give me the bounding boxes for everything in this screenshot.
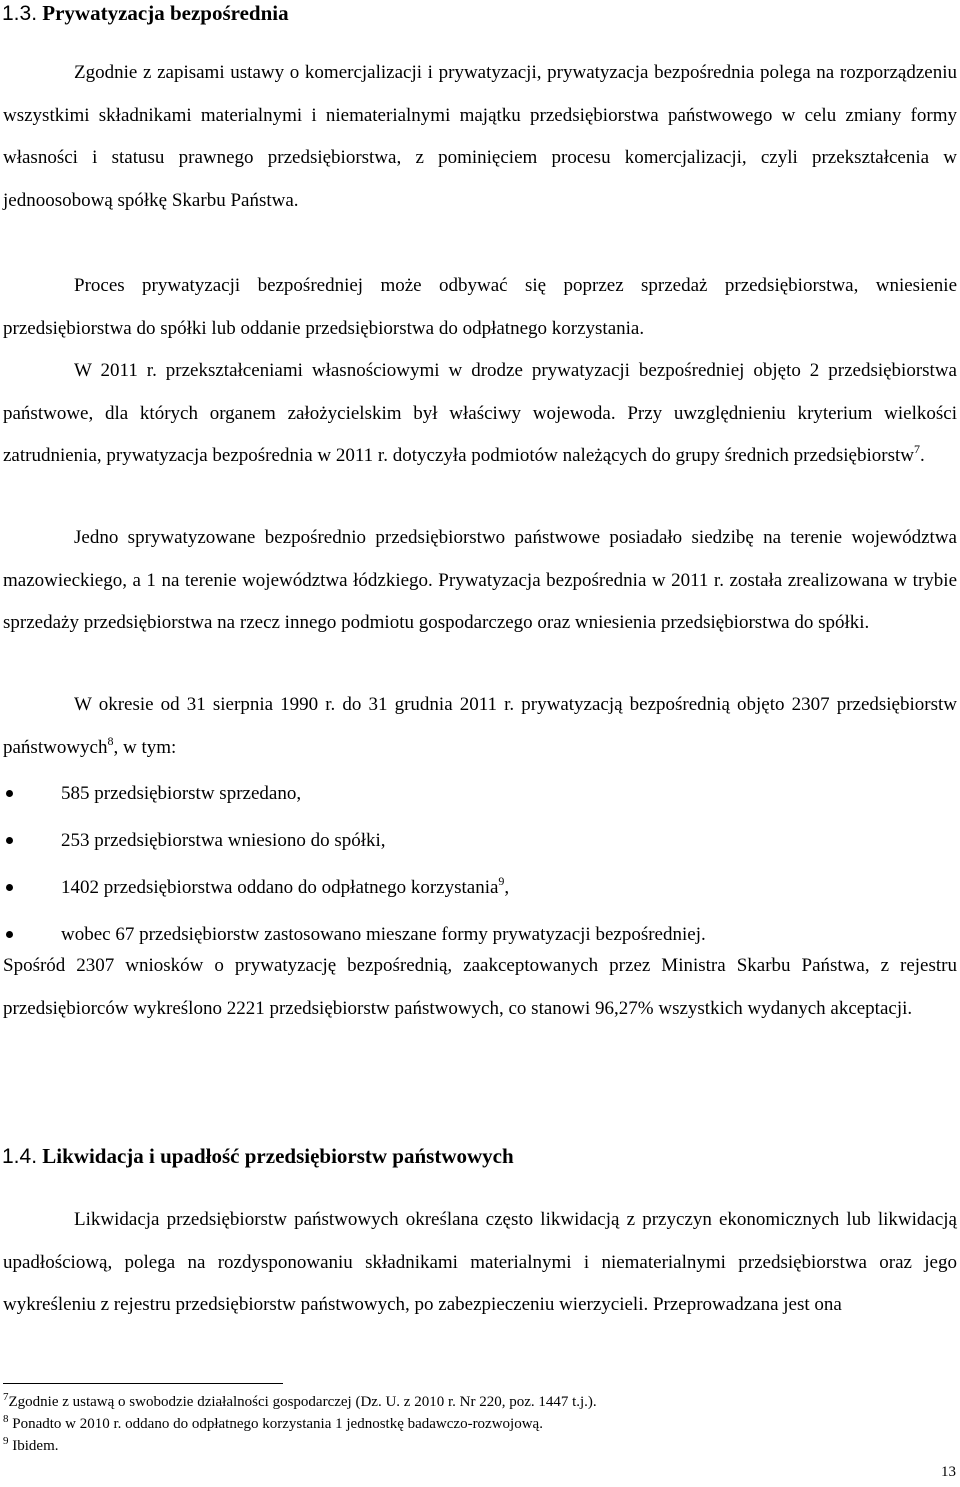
paragraph-applications: Spośród 2307 wniosków o prywatyzację bezpośrednią, zaakceptowanych przez Ministra Skarbu Państwa, z rejestru przedsiębiorców wykreślono 2221 przedsiębiorstw państwowych, co stanowi 96,27% wszystkich wydanych akceptacji. (3, 955, 957, 1019)
footnote-ref-9[interactable]: 9 (498, 874, 505, 888)
bullet-icon (6, 884, 13, 891)
footnote-9: $^9$ Ibidem. (3, 1435, 59, 1454)
footnote-7: $^7$Zgodnie z ustawą o swobodzie działalności gospodarczej (Dz. U. z 2010 r. Nr 220, poz. 1447 t.j.). (3, 1391, 597, 1410)
paragraph-2011-transformations: W 2011 r. przekształceniami własnościowymi w drodze prywatyzacji bezpośredniej objęto 2 przedsiębiorstwa państwowe, dla których organem założycielskim był właściwy wojewoda. Przy uwzględnieniu kryterium wielkości zatrudnienia, prywatyzacja bezpośrednia w 2011 r. dotyczyła podmiotów należących do grupy średnich przedsiębiorstw$^7$. (3, 360, 957, 466)
paragraph-period-summary: W okresie od 31 sierpnia 1990 r. do 31 grudnia 2011 r. prywatyzacją bezpośrednią objęto 2307 przedsiębiorstw państwowych$^8$, w tym: (3, 694, 957, 758)
list-item: wobec 67 przedsiębiorstw zastosowano mieszane formy prywatyzacji bezpośredniej. (0, 911, 957, 958)
bullet-icon (6, 837, 13, 844)
list-item: 1402 przedsiębiorstwa oddano do odpłatnego korzystania$^9$, (0, 864, 957, 911)
footnote-ref-7[interactable]: 7 (913, 442, 920, 456)
page-number: 13 (941, 1464, 956, 1480)
footnote-8: $^8$ Ponadto w 2010 r. oddano do odpłatnego korzystania 1 jednostkę badawczo-rozwojową. (3, 1413, 543, 1432)
list-item: 253 przedsiębiorstwa wniesiono do spółki, (0, 817, 957, 864)
footnotes (3, 1391, 943, 1457)
privatization-breakdown-list (0, 770, 957, 958)
footnote-ref-8[interactable]: 8 (107, 733, 114, 748)
paragraph-definition: Zgodnie z zapisami ustawy o komercjalizacji i prywatyzacji, prywatyzacja bezpośrednia polega na rozporządzeniu wszystkimi składnikami materialnymi i niematerialnymi majątku przedsiębiorstwa państwowego w celu zmiany formy własności i statusu prawnego przedsiębiorstwa, z pominięciem procesu komercjalizacji, czyli przekształcenia w jednoosobową spółkę Skarbu Państwa. (3, 62, 957, 211)
paragraph-location: Jedno sprywatyzowane bezpośrednio przedsiębiorstwo państwowe posiadało siedzibę na terenie województwa mazowieckiego, a 1 na terenie województwa łódzkiego. Prywatyzacja bezpośrednia w 2011 r. została zrealizowana w trybie sprzedaży przedsiębiorstwa na rzecz innego podmiotu gospodarczego oraz wniesienia przedsiębiorstwa do spółki. (3, 527, 957, 633)
section-heading-1-3 (2, 0, 289, 27)
paragraph-text: W okresie od 31 sierpnia 1990 r. do 31 grudnia 2011 r. prywatyzacją bezpośrednią objęto 2307 przedsiębiorstw państwowych (3, 694, 957, 758)
section-number: 1.4. (2, 1145, 38, 1168)
bullet-icon (6, 790, 13, 797)
paragraph-process: Proces prywatyzacji bezpośredniej może odbywać się poprzez sprzedaż przedsiębiorstwa, wniesienie przedsiębiorstwa do spółki lub oddanie przedsiębiorstwa do odpłatnego korzystania. (3, 275, 957, 339)
paragraph-text: W 2011 r. przekształceniami własnościowymi w drodze prywatyzacji bezpośredniej objęto 2 przedsiębiorstwa państwowe, dla których organem założycielskim był właściwy wojewoda. Przy uwzględnieniu kryterium wielkości zatrudnienia, prywatyzacja bezpośrednia w 2011 r. dotyczyła podmiotów należących do grupy średnich przedsiębiorstw (3, 360, 957, 466)
list-item: 585 przedsiębiorstw sprzedano, (0, 770, 957, 817)
section-number: 1.3. (2, 2, 38, 25)
section-title: Likwidacja i upadłość przedsiębiorstw państwowych (42, 1144, 514, 1168)
footnote-divider (3, 1383, 283, 1384)
section-title: Prywatyzacja bezpośrednia (42, 1, 289, 25)
paragraph-liquidation: Likwidacja przedsiębiorstw państwowych określana często likwidacją z przyczyn ekonomicznych lub likwidacją upadłościową, polega na rozdysponowaniu składnikami materialnymi i niematerialnymi przedsiębiorstwa oraz jego wykreśleniu z rejestru przedsiębiorstw państwowych, po zabezpieczeniu wierzycieli. Przeprowadzana jest ona (3, 1209, 957, 1315)
bullet-icon (6, 931, 13, 938)
section-heading-1-4 (2, 1143, 514, 1170)
